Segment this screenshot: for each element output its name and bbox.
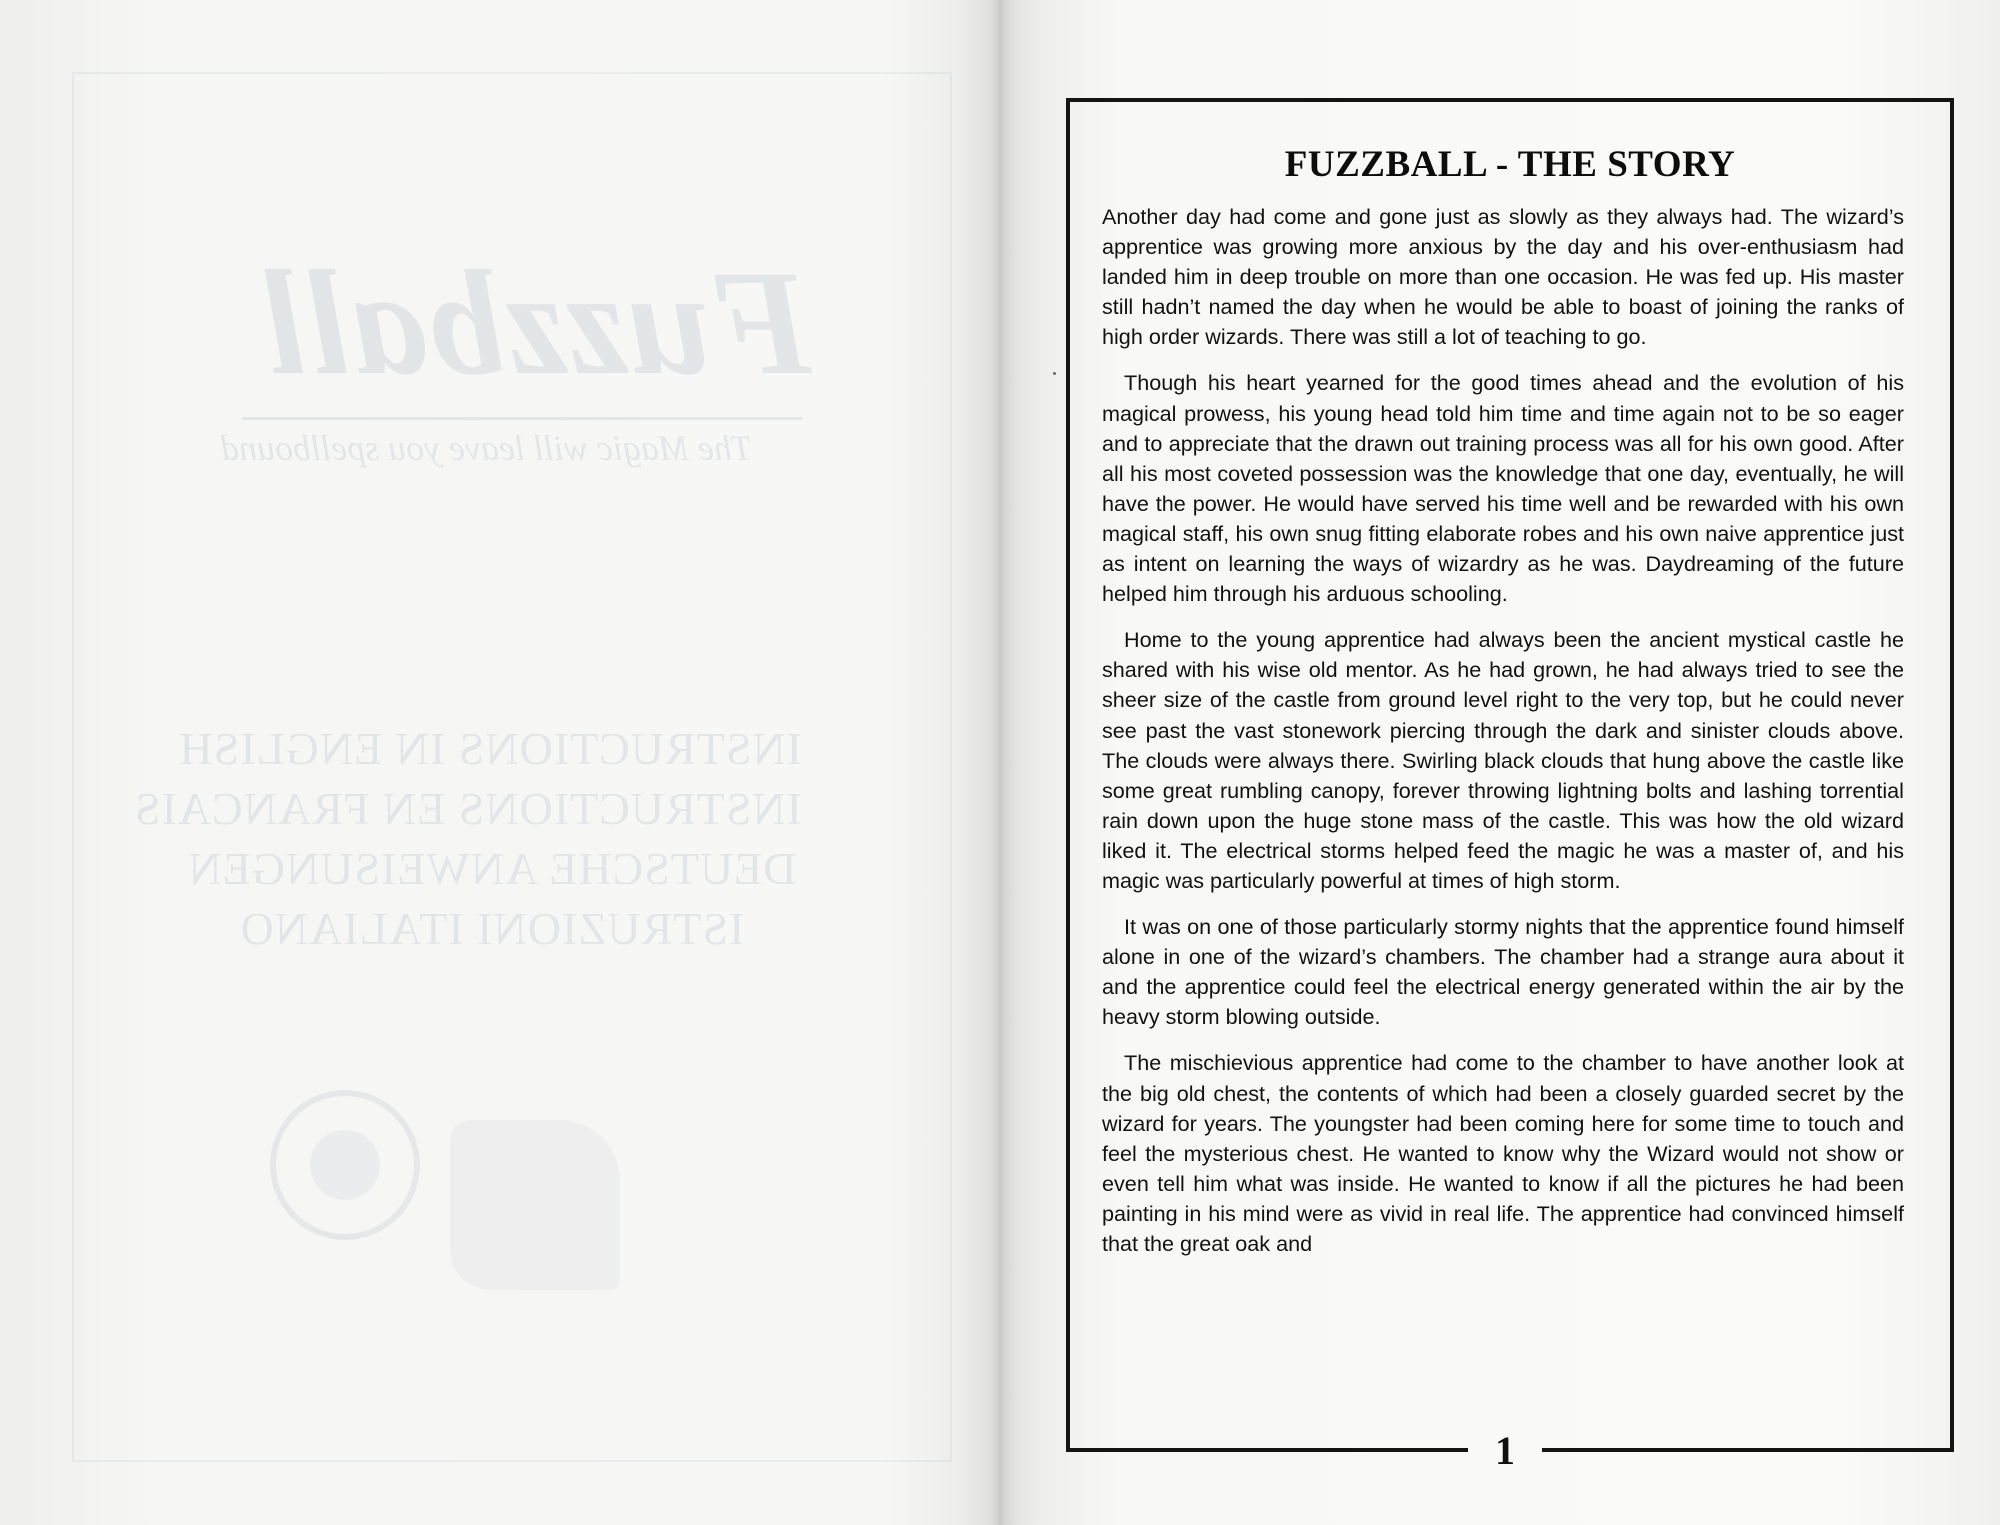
ghost-language-line: DEUTSCHE ANWEISUNGEN <box>187 843 797 894</box>
ghost-tagline: The Magic will leave you spellbound <box>221 428 752 468</box>
story-paragraph: Though his heart yearned for the good times ahead and the evolution of his magical prowess, his young head told him time and time again not to be so eager and to appreciate that the drawn out training process was all for his own good. After all his most coveted possession was the knowledge that one day, eventually, he will have the power. He would have served his time well and be rewarded with his own magical staff, his own snug fitting elaborate robes and his own naive apprentice just as intent on learning the ways of wizardry as he was. Daydreaming of the future helped him through his arduous schooling. <box>1102 370 1904 607</box>
ghost-language-line: INSTRUCTIONS EN FRANCAIS <box>133 783 802 834</box>
ghost-rule <box>242 417 802 420</box>
ghost-language-line: INSTRUCTIONS IN ENGLISH <box>178 723 802 774</box>
story-body <box>1102 202 1904 1275</box>
ghost-language-line: ISTRUZIONI ITALIANO <box>239 903 745 954</box>
ghost-emblem-center <box>310 1130 380 1200</box>
story-paragraph: Home to the young apprentice had always been the ancient mystical castle he shared with his wise old mentor. As he had grown, he had always tried to see the sheer size of the castle from ground level right to the very top, but he could never see past the vast stonework piercing through the dark and sinister clouds above. The clouds were always there. Swirling black clouds that hung above the castle like some great rumbling canopy, forever throwing lightning bolts and lashing torrential rain down upon the huge stone mass of the castle. This was how the old wizard liked it. The electrical storms helped feed the magic he was a master of, and his magic was particularly powerful at times of high storm. <box>1102 627 1904 893</box>
ghost-logo: Fuzzball <box>262 240 812 406</box>
story-paragraph: The mischievious apprentice had come to the chamber to have another look at the big old chest, the contents of which had been a closely guarded secret by the wizard for years. The youngster had been coming here for some time to touch and feel the mysterious chest. He wanted to know why the Wizard would not show or even tell him what was inside. He wanted to know if all the pictures he had been painting in his mind were as vivid in real life. The apprentice had convinced himself that the great oak and <box>1102 1050 1904 1256</box>
print-speck <box>1053 372 1056 375</box>
story-paragraph: Another day had come and gone just as slowly as they always had. The wizard’s apprentice was growing more anxious by the day and his over-enthusiasm had landed him in deep trouble on more than one occasion. He was fed up. His master still hadn’t named the day when he would be able to boast of joining the ranks of high order wizards. There was still a lot of teaching to go. <box>1102 204 1904 350</box>
page-number: 1 <box>1495 1428 1515 1473</box>
left-page <box>0 0 990 1525</box>
story-paragraph: It was on one of those particularly stormy nights that the apprentice found himself alone in one of the wizard’s chambers. The chamber had a strange aura about it and the apprentice could feel the electrical energy generated within the air by the heavy storm blowing outside. <box>1102 914 1904 1030</box>
story-title: FUZZBALL - THE STORY <box>1284 144 1736 185</box>
ghost-illustration <box>450 1120 620 1290</box>
